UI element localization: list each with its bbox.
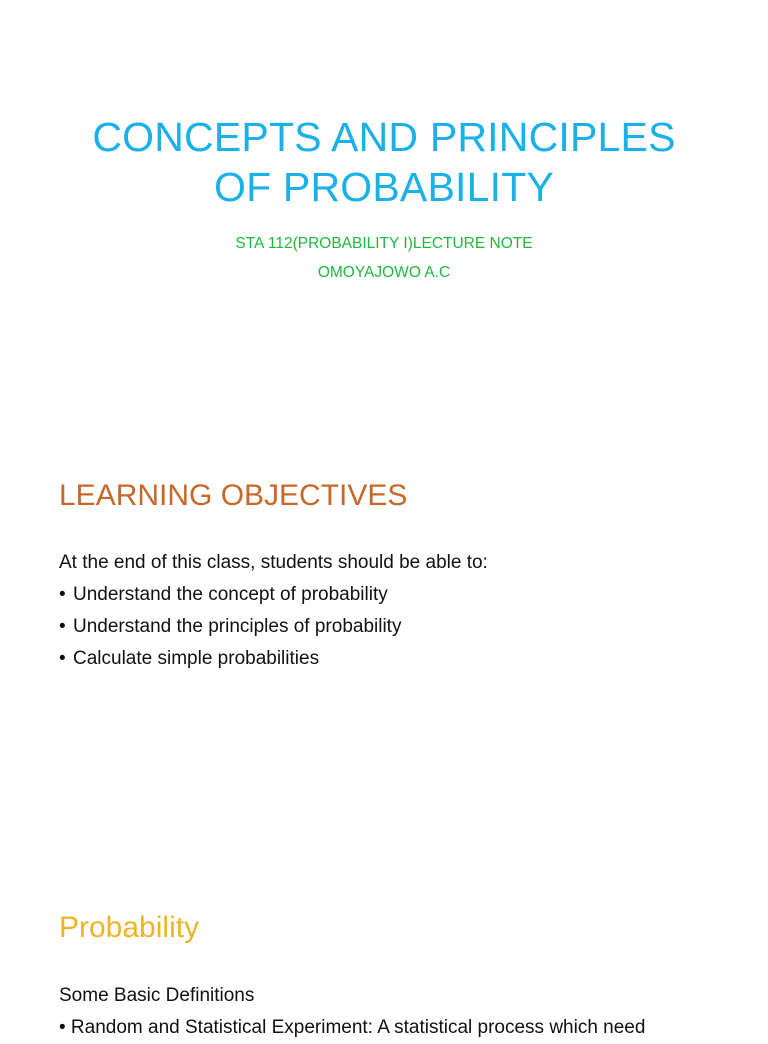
objective-item — [59, 611, 401, 643]
document-title — [0, 112, 768, 212]
bullet-icon: • — [59, 584, 66, 605]
objective-item — [59, 643, 401, 675]
learning-objectives-heading: LEARNING OBJECTIVES — [59, 479, 408, 512]
learning-objectives-slide — [0, 432, 768, 864]
bullet-icon: • — [59, 616, 66, 637]
document-title-line-2: OF PROBABILITY — [214, 164, 554, 210]
document-subtitle — [0, 229, 768, 287]
objectives-list — [59, 579, 401, 675]
objectives-intro: At the end of this class, students should be able to: — [59, 552, 488, 573]
objective-text: Calculate simple probabilities — [73, 648, 320, 669]
probability-slide — [0, 864, 768, 1038]
author-name: OMOYAJOWO A.C — [317, 264, 451, 281]
probability-heading: Probability — [59, 911, 200, 944]
definition-item-partial: • Random and Statistical Experiment: A statistical process which need — [59, 1017, 646, 1038]
bullet-icon: • — [59, 648, 66, 669]
objective-text: Understand the principles of probability — [73, 616, 402, 637]
objective-item — [59, 579, 401, 611]
basic-definitions-label: Some Basic Definitions — [59, 985, 255, 1006]
course-note-label: STA 112(PROBABILITY I)LECTURE NOTE — [235, 235, 533, 252]
objective-text: Understand the concept of probability — [73, 584, 388, 605]
document-title-line-1: CONCEPTS AND PRINCIPLES — [92, 114, 676, 160]
title-slide — [0, 0, 768, 432]
